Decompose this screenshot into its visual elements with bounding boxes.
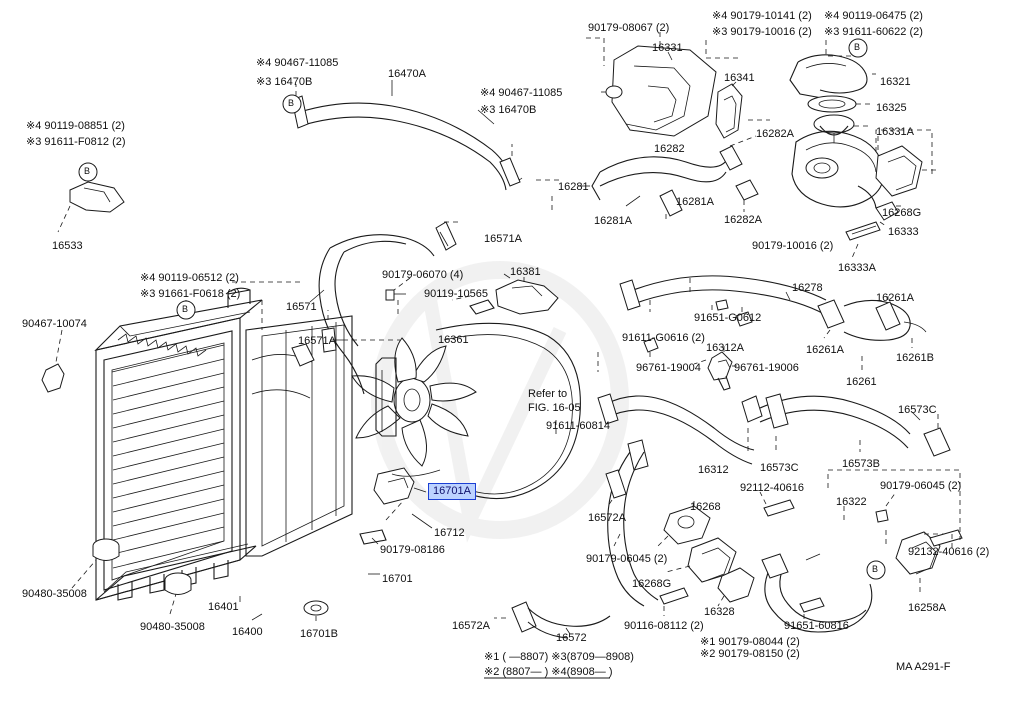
part-label[interactable]: 16268G bbox=[882, 207, 922, 219]
circle-marker-letter: B bbox=[288, 98, 295, 108]
part-label[interactable]: 16470A bbox=[388, 68, 426, 80]
part-label[interactable]: 90179-08186 bbox=[380, 544, 445, 556]
part-label[interactable]: 91611-G0616 (2) bbox=[622, 332, 705, 344]
part-label[interactable]: 16572A bbox=[588, 512, 626, 524]
part-label[interactable]: ※3 91661-F0618 (2) bbox=[140, 288, 241, 300]
part-label[interactable]: ※3 90179-10016 (2) bbox=[712, 26, 812, 38]
part-label[interactable]: 16261A bbox=[876, 292, 914, 304]
part-label[interactable]: 16571A bbox=[298, 335, 336, 347]
highlighted-part-number[interactable]: 16701A bbox=[428, 483, 476, 500]
part-label[interactable]: ※1 90179-08044 (2) bbox=[700, 636, 800, 648]
part-label[interactable]: 16401 bbox=[208, 601, 239, 613]
part-label[interactable]: 90179-10016 (2) bbox=[752, 240, 834, 252]
part-label[interactable]: 16328 bbox=[704, 606, 735, 618]
circle-marker-letter: B bbox=[872, 564, 879, 574]
part-label[interactable]: ※3 91611-60622 (2) bbox=[824, 26, 923, 38]
part-label[interactable]: 16573C bbox=[760, 462, 799, 474]
part-label[interactable]: 16331A bbox=[876, 126, 914, 138]
part-label[interactable]: 16361 bbox=[438, 334, 469, 346]
part-label[interactable]: 16701B bbox=[300, 628, 338, 640]
part-label[interactable]: 16261 bbox=[846, 376, 877, 388]
part-label[interactable]: 16571A bbox=[484, 233, 522, 245]
part-label[interactable]: 90179-06070 (4) bbox=[382, 269, 464, 281]
part-label[interactable]: 92132-40616 (2) bbox=[908, 546, 990, 558]
part-label[interactable]: 16333 bbox=[888, 226, 919, 238]
part-label[interactable]: ※3 16470B bbox=[256, 76, 313, 88]
footnote-line-2: ※2 (8807— ) ※4(8908— ) bbox=[484, 666, 613, 678]
part-label[interactable]: 91611-60814 bbox=[546, 420, 611, 432]
sheet-code: MA A291-F bbox=[896, 661, 951, 673]
part-label[interactable]: 16282A bbox=[756, 128, 794, 140]
part-label[interactable]: 16571 bbox=[286, 301, 317, 313]
part-label[interactable]: 16573B bbox=[842, 458, 880, 470]
part-label[interactable]: 90116-08112 (2) bbox=[624, 620, 704, 632]
part-label[interactable]: 16341 bbox=[724, 72, 755, 84]
water-inlet-housing bbox=[598, 28, 940, 258]
part-label[interactable]: 16325 bbox=[876, 102, 907, 114]
part-label[interactable]: 16573C bbox=[898, 404, 937, 416]
part-label[interactable]: ※2 90179-08150 (2) bbox=[700, 648, 800, 660]
part-label[interactable]: 90467-10074 bbox=[22, 318, 87, 330]
part-label[interactable]: 16261B bbox=[896, 352, 934, 364]
part-label[interactable]: 16312 bbox=[698, 464, 729, 476]
part-label[interactable]: 16701 bbox=[382, 573, 413, 585]
part-label[interactable]: 16281A bbox=[594, 215, 632, 227]
part-label[interactable]: ※4 90119-08851 (2) bbox=[26, 120, 125, 132]
part-label[interactable]: 91651-60816 bbox=[784, 620, 849, 632]
part-label[interactable]: 16381 bbox=[510, 266, 541, 278]
part-label[interactable]: 16331 bbox=[652, 42, 683, 54]
part-label[interactable]: 96761-19006 bbox=[734, 362, 799, 374]
part-label[interactable]: 16312A bbox=[706, 342, 744, 354]
part-label[interactable]: 90179-08067 (2) bbox=[588, 22, 670, 34]
part-label[interactable]: 16282A bbox=[724, 214, 762, 226]
part-label[interactable]: 16712 bbox=[434, 527, 465, 539]
part-label[interactable]: 16533 bbox=[52, 240, 83, 252]
part-label[interactable]: ※4 90467-11085 bbox=[256, 57, 339, 69]
part-label[interactable]: 16321 bbox=[880, 76, 911, 88]
part-label[interactable]: 90179-06045 (2) bbox=[586, 553, 668, 565]
part-label[interactable]: 90480-35008 bbox=[140, 621, 205, 633]
part-label[interactable]: 16333A bbox=[838, 262, 876, 274]
footnote-line-1: ※1 ( —8807) ※3(8709—8908) bbox=[484, 651, 634, 663]
part-label[interactable]: 16572 bbox=[556, 632, 587, 644]
refer-note-line-2: FIG. 16-05 bbox=[528, 402, 581, 414]
circle-marker-letter: B bbox=[854, 42, 861, 52]
part-label[interactable]: 16261A bbox=[806, 344, 844, 356]
part-label[interactable]: 92112-40616 bbox=[740, 482, 805, 494]
part-label[interactable]: ※4 90119-06512 (2) bbox=[140, 272, 239, 284]
part-label[interactable]: 90119-10565 bbox=[424, 288, 489, 300]
part-label[interactable]: 16278 bbox=[792, 282, 823, 294]
part-label[interactable]: ※4 90179-10141 (2) bbox=[712, 10, 812, 22]
circle-marker-letter: B bbox=[84, 166, 91, 176]
part-label[interactable]: 16281A bbox=[676, 196, 714, 208]
part-label[interactable]: 16268G bbox=[632, 578, 672, 590]
part-label[interactable]: 90480-35008 bbox=[22, 588, 87, 600]
part-label[interactable]: 16322 bbox=[836, 496, 867, 508]
circle-marker-letter: B bbox=[182, 304, 189, 314]
part-label[interactable]: ※4 90119-06475 (2) bbox=[824, 10, 923, 22]
part-label[interactable]: 16572A bbox=[452, 620, 490, 632]
part-label[interactable]: 16400 bbox=[232, 626, 263, 638]
part-label[interactable]: 90179-06045 (2) bbox=[880, 480, 962, 492]
water-pipe-upper bbox=[620, 276, 926, 372]
part-label[interactable]: 16268 bbox=[690, 501, 721, 513]
part-label[interactable]: ※3 91611-F0812 (2) bbox=[26, 136, 126, 148]
refer-note-line-1: Refer to bbox=[528, 388, 568, 400]
part-label[interactable]: 16258A bbox=[908, 602, 946, 614]
part-label[interactable]: 91651-G0612 bbox=[694, 312, 762, 324]
part-label[interactable]: 96761-19004 bbox=[636, 362, 701, 374]
part-label[interactable]: ※3 16470B bbox=[480, 104, 537, 116]
part-label[interactable]: 16282 bbox=[654, 143, 685, 155]
part-label[interactable]: 16281 bbox=[558, 181, 589, 193]
part-label[interactable]: ※4 90467-11085 bbox=[480, 87, 563, 99]
